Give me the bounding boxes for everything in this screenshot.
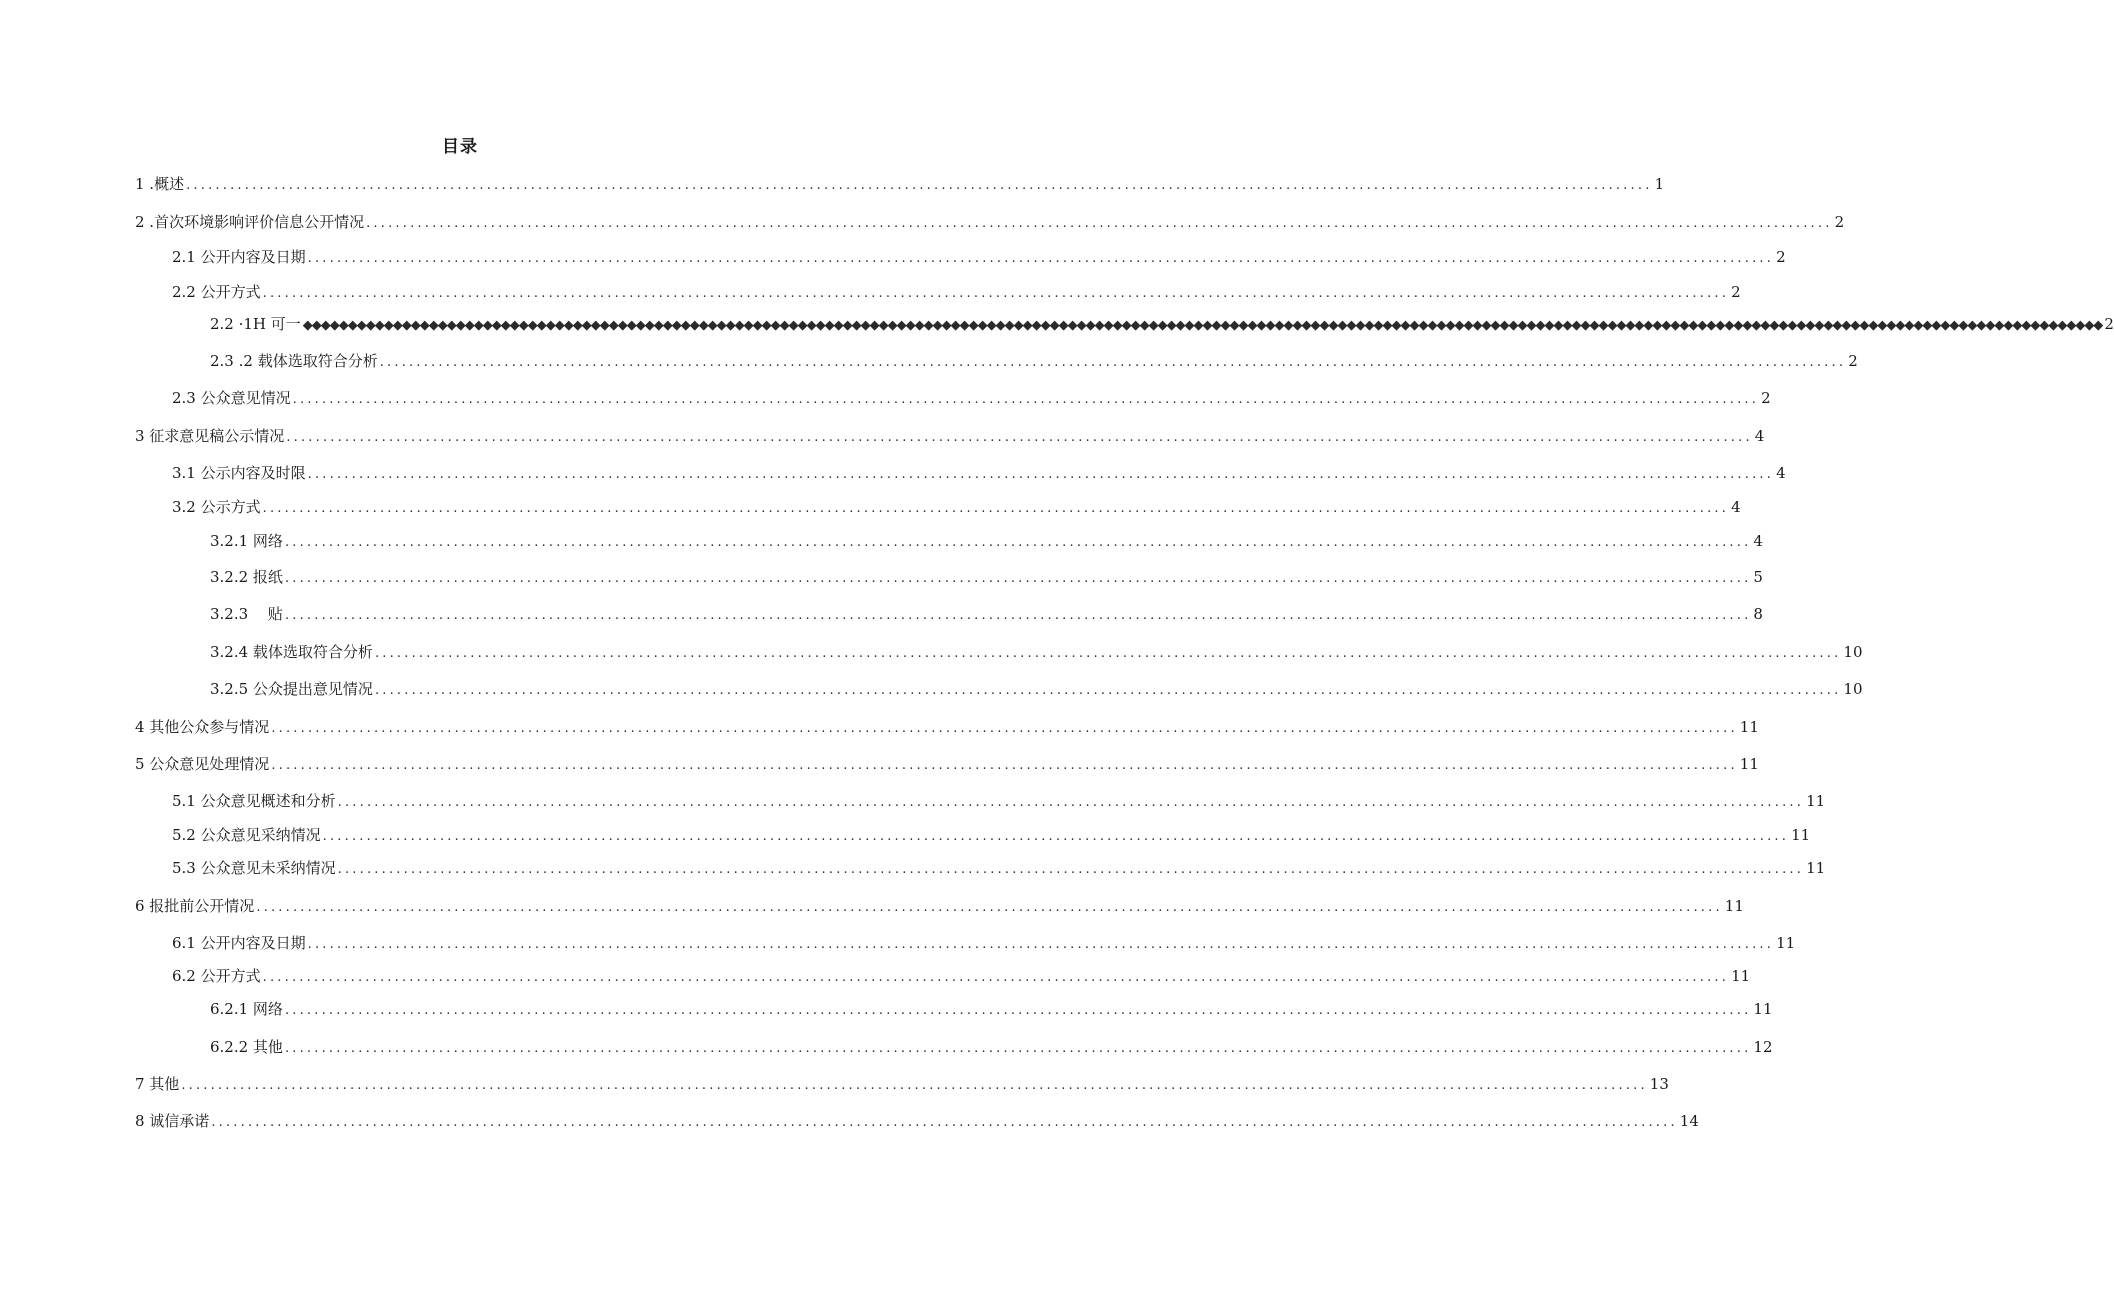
toc-entry-label: 4 其他公众参与情况 <box>135 718 270 736</box>
toc-entry-label: 6.2 公开方式 <box>172 967 261 985</box>
toc-entry[interactable] <box>210 998 1773 1020</box>
toc-entry-page-number: 11 <box>1724 897 1744 915</box>
toc-entry-page-number: 11 <box>1806 859 1826 877</box>
toc-entry-label: 6.2.2 其他 <box>210 1038 283 1056</box>
toc-leader-dots: ........................................................................................................................................................................................................ <box>337 795 1805 810</box>
toc-leader-dots: ........................................................................................................................................................................................................ <box>284 535 1752 550</box>
toc-entry-page-number: 11 <box>1753 1000 1773 1018</box>
toc-entry[interactable] <box>172 932 1796 954</box>
toc-title: 目录 <box>442 137 478 157</box>
toc-leader-dots: ........................................................................................................................................................................................................ <box>271 758 1738 773</box>
toc-entry[interactable] <box>210 313 2114 335</box>
toc-entry-page-number: 11 <box>1739 718 1759 736</box>
toc-entry[interactable] <box>172 824 1811 846</box>
toc-entry-label: 5.3 公众意见未采纳情况 <box>172 859 336 877</box>
toc-leader-dots: ........................................................................................................................................................................................................ <box>262 970 1730 985</box>
toc-entry-page-number: 12 <box>1753 1038 1773 1056</box>
toc-entry-page-number: 13 <box>1649 1075 1669 1093</box>
toc-leader-dots: ........................................................................................................................................................................................................ <box>307 467 1775 482</box>
toc-entry[interactable] <box>172 387 1771 409</box>
toc-entry-page-number: 1 <box>1654 175 1665 193</box>
toc-leader-dots: ........................................................................................................................................................................................................ <box>337 862 1805 877</box>
toc-leader-dots: ........................................................................................................................................................................................................ <box>292 392 1760 407</box>
toc-entry-page-number: 2 <box>1776 248 1786 266</box>
toc-entry[interactable] <box>210 1036 1773 1058</box>
toc-leader-dots: ........................................................................................................................................................................................................ <box>379 355 1847 370</box>
toc-entry-label: 2.3 .2 载体选取符合分析 <box>210 352 378 370</box>
toc-leader-dots: ........................................................................................................................................................................................................ <box>374 646 1842 661</box>
toc-entry-label: 2.2 ·1H 可一 <box>210 315 301 333</box>
toc-entry-label: 3.2.2 报纸 <box>210 568 283 586</box>
toc-entry-page-number: 4 <box>1731 498 1741 516</box>
toc-entry[interactable] <box>135 1073 1669 1095</box>
toc-entry[interactable] <box>135 425 1765 447</box>
toc-entry[interactable] <box>210 641 1863 663</box>
toc-entry-label: 3.2.3 贴 <box>210 605 283 623</box>
toc-entry-label: 6.1 公开内容及日期 <box>172 934 306 952</box>
toc-entry-label: 5.2 公众意见采纳情况 <box>172 826 321 844</box>
toc-leader-dots: ........................................................................................................................................................................................................ <box>186 178 1653 193</box>
toc-entry[interactable] <box>135 211 1845 233</box>
toc-entry[interactable] <box>210 530 1763 552</box>
toc-entry-page-number: 4 <box>1753 532 1763 550</box>
toc-leader-dots: ........................................................................................................................................................................................................ <box>286 430 1753 445</box>
toc-entry[interactable] <box>135 753 1759 775</box>
toc-entry-label: 3.2 公示方式 <box>172 498 261 516</box>
toc-entry-page-number: 11 <box>1739 755 1759 773</box>
toc-entry-page-number: 11 <box>1791 826 1811 844</box>
toc-entry-label: 3.2.1 网络 <box>210 532 283 550</box>
toc-leader-dots: ........................................................................................................................................................................................................ <box>256 900 1723 915</box>
toc-entry-label: 3.2.5 公众提出意见情况 <box>210 680 373 698</box>
toc-entry-page-number: 10 <box>1843 643 1863 661</box>
toc-entry[interactable] <box>172 790 1826 812</box>
toc-leader-dots: ........................................................................................................................................................................................................ <box>271 721 1738 736</box>
toc-entry[interactable] <box>135 895 1744 917</box>
toc-entry[interactable] <box>210 603 1763 625</box>
toc-entry-page-number: 2 <box>1848 352 1858 370</box>
toc-leader-dots: ........................................................................................................................................................................................................ <box>262 501 1730 516</box>
toc-entry-page-number: 10 <box>1843 680 1863 698</box>
toc-entry-label: 6 报批前公开情况 <box>135 897 255 915</box>
toc-entry-label: 1 .概述 <box>135 175 185 193</box>
toc-entry-label: 6.2.1 网络 <box>210 1000 283 1018</box>
toc-entry-label: 2 .首次环境影响评价信息公开情况 <box>135 213 365 231</box>
toc-leader-dots: ........................................................................................................................................................................................................ <box>211 1115 1678 1130</box>
toc-entry[interactable] <box>210 350 1858 372</box>
toc-entry-page-number: 4 <box>1776 464 1786 482</box>
toc-entry[interactable] <box>135 716 1759 738</box>
toc-entry[interactable] <box>172 462 1786 484</box>
toc-entry-page-number: 11 <box>1731 967 1751 985</box>
toc-entry-page-number: 4 <box>1754 427 1765 445</box>
toc-leader-dots: ........................................................................................................................................................................................................ <box>307 251 1775 266</box>
toc-entry[interactable] <box>172 246 1786 268</box>
toc-entry-label: 2.2 公开方式 <box>172 283 261 301</box>
toc-entry-page-number: 11 <box>1806 792 1826 810</box>
toc-entry-page-number: 2 <box>2104 315 2114 333</box>
toc-entry-label: 2.1 公开内容及日期 <box>172 248 306 266</box>
toc-entry[interactable] <box>210 566 1763 588</box>
toc-leader-dots: ........................................................................................................................................................................................................ <box>322 829 1790 844</box>
toc-entry[interactable] <box>172 281 1741 303</box>
toc-entry-label: 7 其他 <box>135 1075 180 1093</box>
toc-entry-label: 3.2.4 载体选取符合分析 <box>210 643 373 661</box>
toc-entry-page-number: 2 <box>1834 213 1845 231</box>
toc-leader-dots: ........................................................................................................................................................................................................ <box>284 608 1752 623</box>
toc-leader-dots: ........................................................................................................................................................................................................ <box>181 1078 1648 1093</box>
toc-leader-dots: ........................................................................................................................................................................................................ <box>262 286 1730 301</box>
toc-entry[interactable] <box>210 678 1863 700</box>
toc-entry[interactable] <box>172 496 1741 518</box>
toc-entry-page-number: 14 <box>1679 1112 1699 1130</box>
toc-entry[interactable] <box>135 1110 1699 1132</box>
toc-entry-page-number: 8 <box>1753 605 1763 623</box>
toc-leader-dots: ◆◆◆◆◆◆◆◆◆◆◆◆◆◆◆◆◆◆◆◆◆◆◆◆◆◆◆◆◆◆◆◆◆◆◆◆◆◆◆◆◆◆◆◆◆◆◆◆◆◆◆◆◆◆◆◆◆◆◆◆◆◆◆◆◆◆◆◆◆◆◆◆◆◆◆◆◆◆◆◆◆◆◆◆◆◆◆◆◆◆◆◆◆◆◆◆◆◆◆◆◆◆◆◆◆◆◆◆◆◆◆◆◆◆◆◆◆◆◆◆◆◆◆◆◆◆◆◆◆◆◆◆◆◆◆◆◆◆◆◆◆◆◆◆◆◆◆◆◆◆◆◆◆◆◆◆◆◆◆◆◆◆◆◆◆◆◆◆◆◆◆◆◆◆◆◆◆◆◆◆◆◆◆◆◆◆◆◆◆◆◆◆◆◆◆◆◆◆◆◆ <box>302 318 2103 333</box>
toc-leader-dots: ........................................................................................................................................................................................................ <box>366 216 1833 231</box>
toc-leader-dots: ........................................................................................................................................................................................................ <box>284 571 1752 586</box>
toc-entry-page-number: 5 <box>1753 568 1763 586</box>
toc-entry-page-number: 2 <box>1761 389 1771 407</box>
toc-entry[interactable] <box>172 965 1751 987</box>
toc-leader-dots: ........................................................................................................................................................................................................ <box>307 937 1775 952</box>
toc-entry-label: 2.3 公众意见情况 <box>172 389 291 407</box>
toc-entry-label: 5.1 公众意见概述和分析 <box>172 792 336 810</box>
toc-entry-label: 3.1 公示内容及时限 <box>172 464 306 482</box>
toc-leader-dots: ........................................................................................................................................................................................................ <box>284 1003 1752 1018</box>
toc-entry-page-number: 2 <box>1731 283 1741 301</box>
toc-entry-label: 3 征求意见稿公示情况 <box>135 427 285 445</box>
toc-leader-dots: ........................................................................................................................................................................................................ <box>374 683 1842 698</box>
toc-entry-label: 8 诚信承诺 <box>135 1112 210 1130</box>
toc-entry[interactable] <box>172 857 1826 879</box>
toc-entry-page-number: 11 <box>1776 934 1796 952</box>
toc-leader-dots: ........................................................................................................................................................................................................ <box>284 1041 1752 1056</box>
toc-entry-label: 5 公众意见处理情况 <box>135 755 270 773</box>
toc-entry[interactable] <box>135 173 1665 195</box>
